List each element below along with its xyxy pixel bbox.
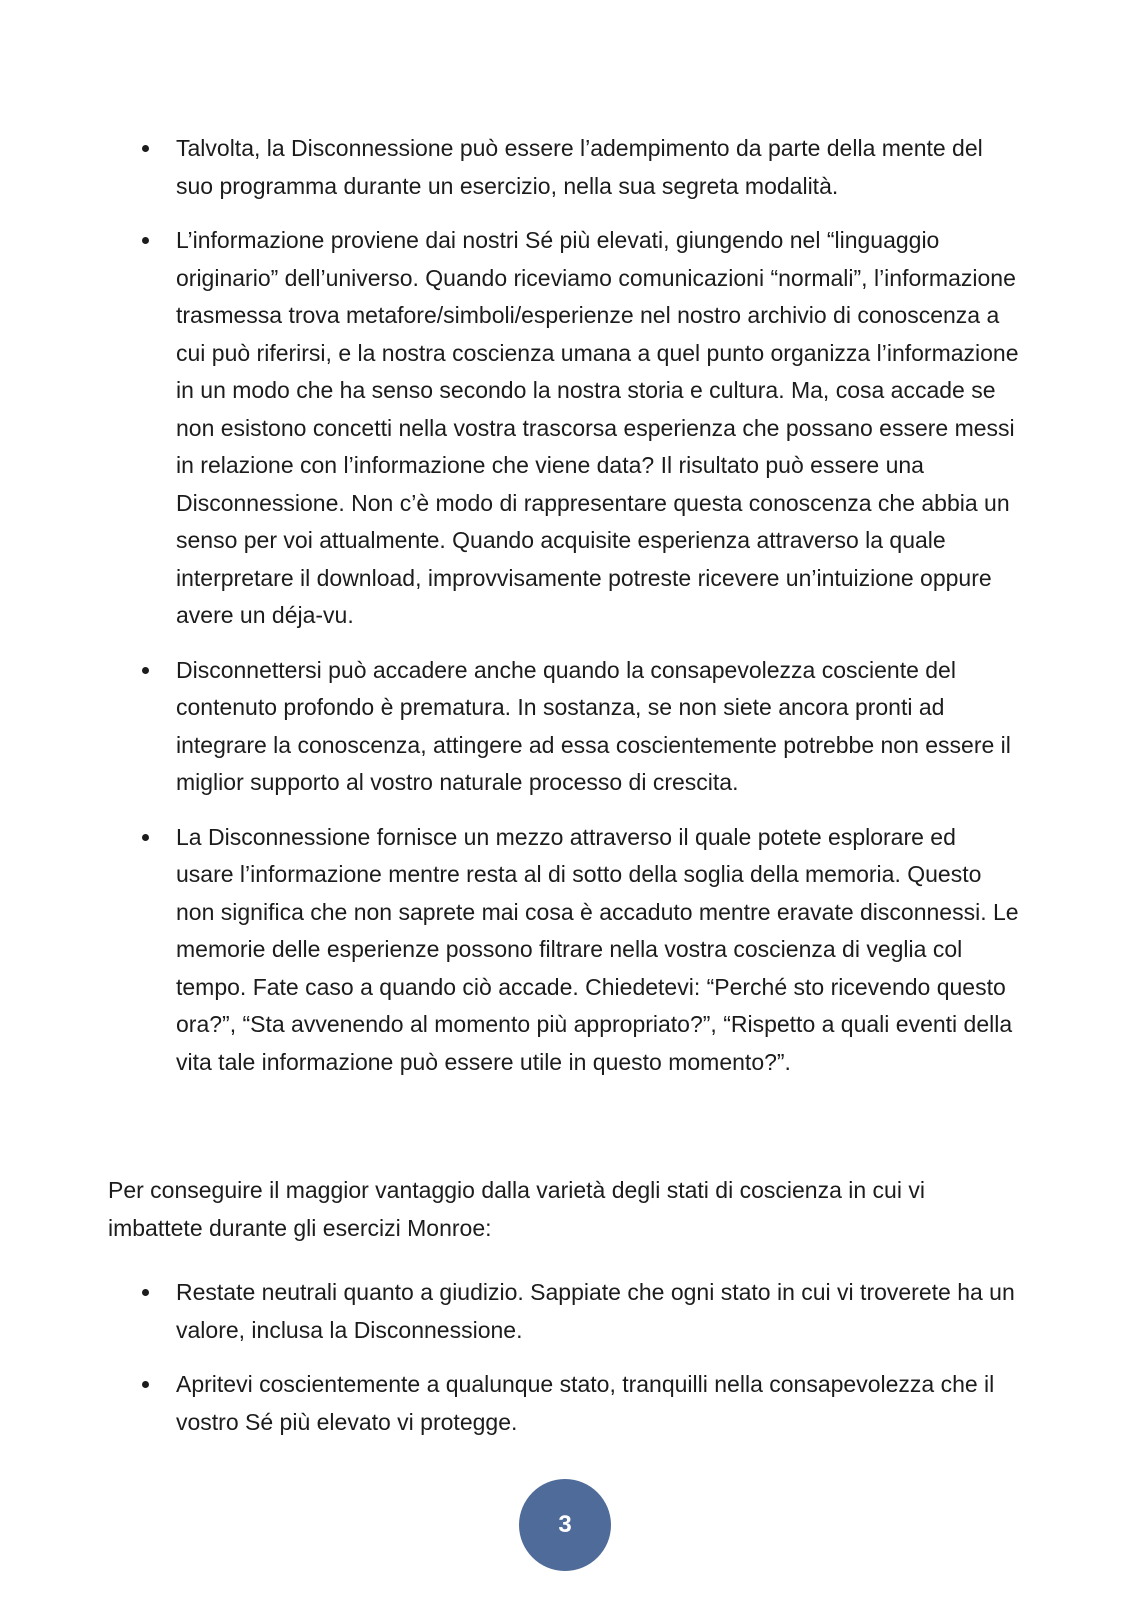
- list-item: [0, 652, 1131, 802]
- list-item-text: Apritevi coscientemente a qualunque stato, tranquilli nella consapevolezza che il vostro Sé più elevato vi protegge.: [176, 1371, 995, 1435]
- list-item-text: Restate neutrali quanto a giudizio. Sappiate che ogni stato in cui vi troverete ha un valore, inclusa la Disconnessione.: [176, 1279, 1015, 1343]
- bullet-dot-icon: [142, 145, 149, 152]
- bullet-list-bottom: [0, 1274, 1131, 1458]
- list-item-text: La Disconnessione fornisce un mezzo attraverso il quale potete esplorare ed usare l’informazione mentre resta al di sotto della soglia della memoria. Questo non significa che non saprete mai cosa è accaduto mentre eravate disconnessi. Le memorie delle esperienze possono filtrare nella vostra coscienza di veglia col tempo. Fate caso a quando ciò accade. Chiedetevi: “Perché sto ricevendo questo ora?”, “Sta avvenendo al momento più appropriato?”, “Rispetto a quali eventi della vita tale informazione può essere utile in questo momento?”.: [176, 823, 1019, 1075]
- bullet-dot-icon: [142, 237, 149, 244]
- list-item: [0, 130, 1131, 205]
- bullet-dot-icon: [142, 667, 149, 674]
- page-number-badge: [519, 1479, 611, 1571]
- list-item: [0, 222, 1131, 635]
- list-item: [0, 1366, 1131, 1441]
- intro-paragraph: Per conseguire il maggior vantaggio dalla varietà degli stati di coscienza in cui vi imbattete durante gli esercizi Monroe:: [108, 1177, 925, 1241]
- list-item: [0, 1274, 1131, 1349]
- list-item-text: L’informazione proviene dai nostri Sé più elevati, giungendo nel “linguaggio originario” dell’universo. Quando riceviamo comunicazioni “normali”, l’informazione trasmessa trova metafore/simboli/esperienze nel nostro archivio di conoscenza a cui può riferirsi, e la nostra coscienza umana a quel punto organizza l’informazione in un modo che ha senso secondo la nostra storia e cultura. Ma, cosa accade se non esistono concetti nella vostra trascorsa esperienza che possano essere messi in relazione con l’informazione che viene data? Il risultato può essere una Disconnessione. Non c’è modo di rappresentare questa conoscenza che abbia un senso per voi attualmente. Quando acquisite esperienza attraverso la quale interpretare il download, improvvisamente potreste ricevere un’intuizione oppure avere un déja-vu.: [176, 227, 1019, 628]
- bullet-dot-icon: [142, 834, 149, 841]
- bullet-dot-icon: [142, 1289, 149, 1296]
- list-item-text: Disconnettersi può accadere anche quando la consapevolezza cosciente del contenuto profondo è prematura. In sostanza, se non siete ancora pronti ad integrare la conoscenza, attingere ad essa coscientemente potrebbe non essere il miglior supporto al vostro naturale processo di crescita.: [176, 656, 1011, 795]
- page-number: 3: [558, 1511, 572, 1538]
- list-item-text: Talvolta, la Disconnessione può essere l’adempimento da parte della mente del suo programma durante un esercizio, nella sua segreta modalità.: [176, 135, 983, 199]
- bullet-list-top: [0, 130, 1131, 1098]
- list-item: [0, 819, 1131, 1082]
- bullet-dot-icon: [142, 1381, 149, 1388]
